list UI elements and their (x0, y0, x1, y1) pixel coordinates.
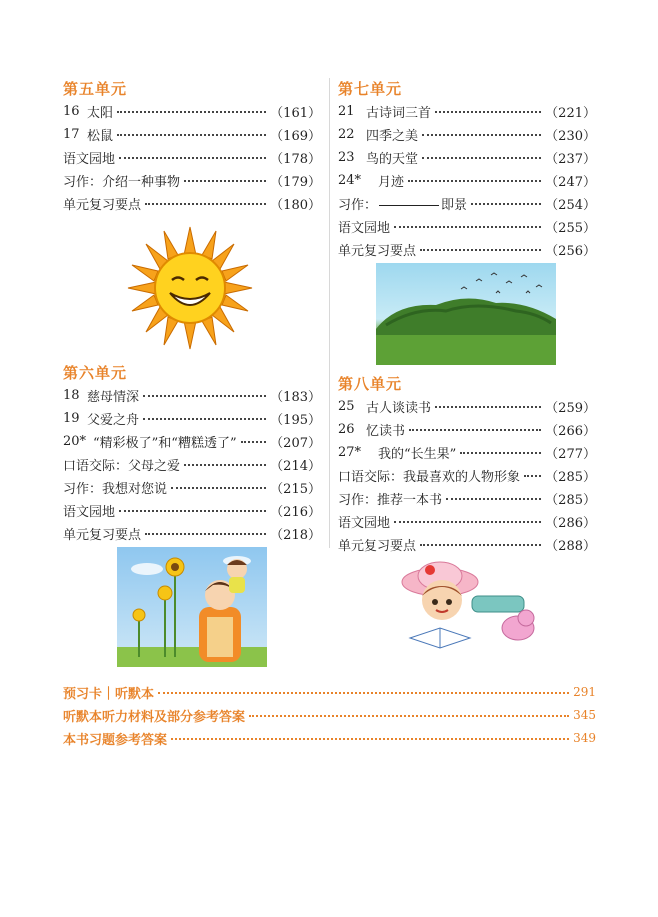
item-title: 我的“长生果” (378, 446, 457, 462)
item-page: （178） (270, 151, 321, 167)
fill-in-blank (379, 205, 439, 206)
toc-item[interactable] (338, 442, 596, 462)
item-title: 月迹 (378, 174, 405, 190)
item-page: （285） (545, 492, 596, 508)
leader-dots (460, 442, 541, 454)
item-number: 24* (338, 172, 362, 188)
item-number: 16 (63, 103, 80, 119)
item-page: （161） (270, 105, 321, 121)
leader-dots (119, 147, 266, 159)
item-page: （207） (270, 435, 321, 451)
unit7-title: 第七单元 (338, 80, 403, 98)
leader-dots (145, 193, 266, 205)
girl-reading-illustration (390, 556, 540, 656)
unit8-title: 第八单元 (338, 375, 403, 393)
item-title: “精彩极了”和“糟糕透了” (93, 435, 237, 451)
leader-dots (394, 511, 541, 523)
item-title: 忆读书 (366, 423, 406, 439)
sun-illustration (126, 225, 254, 351)
item-title: 慈母情深 (87, 389, 140, 405)
item-page: （169） (270, 128, 321, 144)
item-title: 父爱之舟 (87, 412, 140, 428)
item-page: （286） (545, 515, 596, 531)
item-number: 19 (63, 410, 80, 426)
item-title: 松鼠 (87, 128, 114, 144)
toc-item[interactable] (63, 454, 321, 474)
item-title: 鸟的天堂 (366, 151, 419, 167)
appendix-item[interactable] (63, 728, 596, 748)
item-number: 23 (338, 149, 355, 165)
item-page: （285） (545, 469, 596, 485)
appendix-page: 291 (573, 685, 596, 699)
leader-dots (394, 216, 541, 228)
toc-item[interactable] (63, 408, 321, 428)
item-page: （277） (545, 446, 596, 462)
toc-item[interactable] (338, 170, 596, 190)
leader-dots (145, 523, 266, 535)
leader-dots (117, 101, 266, 113)
item-title: 单元复习要点 (338, 538, 417, 554)
bird-island-photo (376, 263, 556, 365)
item-number: 20* (63, 433, 87, 449)
toc-item[interactable] (338, 147, 596, 167)
leader-dots (420, 239, 541, 251)
toc-item[interactable] (338, 419, 596, 439)
toc-item[interactable] (63, 523, 321, 543)
item-title: 单元复习要点 (338, 243, 417, 259)
leader-dots (119, 500, 266, 512)
unit6-title: 第六单元 (63, 364, 128, 382)
leader-dots (171, 477, 266, 489)
item-title: 太阳 (87, 105, 114, 121)
leader-dots (143, 385, 266, 397)
item-number: 18 (63, 387, 80, 403)
leader-dots (408, 170, 541, 182)
item-page: （179） (270, 174, 321, 190)
leader-dots (435, 396, 541, 408)
toc-item[interactable] (338, 101, 596, 121)
leader-dots (117, 124, 266, 136)
leader-dots (184, 170, 266, 182)
toc-item[interactable] (63, 193, 321, 213)
item-number: 25 (338, 398, 355, 414)
leader-dots (524, 465, 541, 477)
item-page: （237） (545, 151, 596, 167)
item-title: 习作：我想对您说 (63, 481, 168, 497)
item-title: 单元复习要点 (63, 527, 142, 543)
leader-dots (422, 147, 541, 159)
father-child-illustration (117, 547, 267, 667)
item-page: （180） (270, 197, 321, 213)
leader-dots (158, 682, 569, 694)
toc-item[interactable] (63, 170, 321, 190)
toc-item[interactable] (338, 396, 596, 416)
item-number: 27* (338, 444, 362, 460)
leader-dots (471, 193, 541, 205)
toc-item[interactable] (63, 147, 321, 167)
item-page: （215） (270, 481, 321, 497)
item-number: 22 (338, 126, 355, 142)
toc-item[interactable] (63, 500, 321, 520)
item-page: （259） (545, 400, 596, 416)
leader-dots (420, 534, 541, 546)
item-number: 26 (338, 421, 355, 437)
leader-dots (143, 408, 266, 420)
column-divider (329, 78, 330, 548)
toc-item[interactable] (338, 239, 596, 259)
toc-item[interactable] (338, 534, 596, 554)
item-page: （221） (545, 105, 596, 121)
item-title: 古诗词三首 (366, 105, 432, 121)
unit5-title: 第五单元 (63, 80, 128, 98)
item-title: 四季之美 (366, 128, 419, 144)
appendix-title: 预习卡｜听默本 (63, 686, 155, 702)
toc-item[interactable] (63, 385, 321, 405)
appendix-title: 听默本听力材料及部分参考答案 (63, 709, 246, 725)
toc-item[interactable] (63, 431, 321, 451)
toc-item[interactable] (63, 477, 321, 497)
appendix-title: 本书习题参考答案 (63, 732, 168, 748)
item-title: 语文园地 (338, 515, 391, 531)
leader-dots (171, 728, 569, 740)
item-number: 17 (63, 126, 80, 142)
leader-dots (184, 454, 266, 466)
toc-item[interactable] (338, 124, 596, 144)
title-prefix: 习作： (338, 197, 378, 213)
item-title: 语文园地 (63, 504, 116, 520)
leader-dots (435, 101, 541, 113)
item-title (338, 194, 467, 213)
item-page: （247） (545, 174, 596, 190)
item-page: （255） (545, 220, 596, 236)
item-title: 口语交际：父母之爱 (63, 458, 181, 474)
leader-dots (249, 705, 569, 717)
appendix-page: 349 (573, 731, 596, 745)
appendix-page: 345 (573, 708, 596, 722)
leader-dots (409, 419, 541, 431)
item-page: （254） (545, 197, 596, 213)
item-page: （256） (545, 243, 596, 259)
item-page: （183） (270, 389, 321, 405)
leader-dots (446, 488, 541, 500)
toc-item[interactable] (338, 216, 596, 236)
item-title: 古人谈读书 (366, 400, 432, 416)
leader-dots (422, 124, 541, 136)
item-page: （218） (270, 527, 321, 543)
title-suffix: 即景 (441, 197, 468, 213)
toc-item[interactable] (63, 124, 321, 144)
toc-item[interactable] (338, 193, 596, 213)
toc-item[interactable] (63, 101, 321, 121)
appendix-item[interactable] (63, 705, 596, 725)
item-page: （216） (270, 504, 321, 520)
item-page: （266） (545, 423, 596, 439)
appendix-item[interactable] (63, 682, 596, 702)
item-title: 习作：推荐一本书 (338, 492, 443, 508)
leader-dots (241, 431, 267, 443)
toc-item[interactable] (338, 488, 596, 508)
item-page: （230） (545, 128, 596, 144)
item-page: （195） (270, 412, 321, 428)
item-title: 单元复习要点 (63, 197, 142, 213)
item-title: 语文园地 (63, 151, 116, 167)
item-title: 口语交际：我最喜欢的人物形象 (338, 469, 521, 485)
toc-item[interactable] (338, 511, 596, 531)
toc-item[interactable] (338, 465, 596, 485)
item-page: （288） (545, 538, 596, 554)
item-page: （214） (270, 458, 321, 474)
item-title: 习作：介绍一种事物 (63, 174, 181, 190)
item-number: 21 (338, 103, 355, 119)
item-title: 语文园地 (338, 220, 391, 236)
